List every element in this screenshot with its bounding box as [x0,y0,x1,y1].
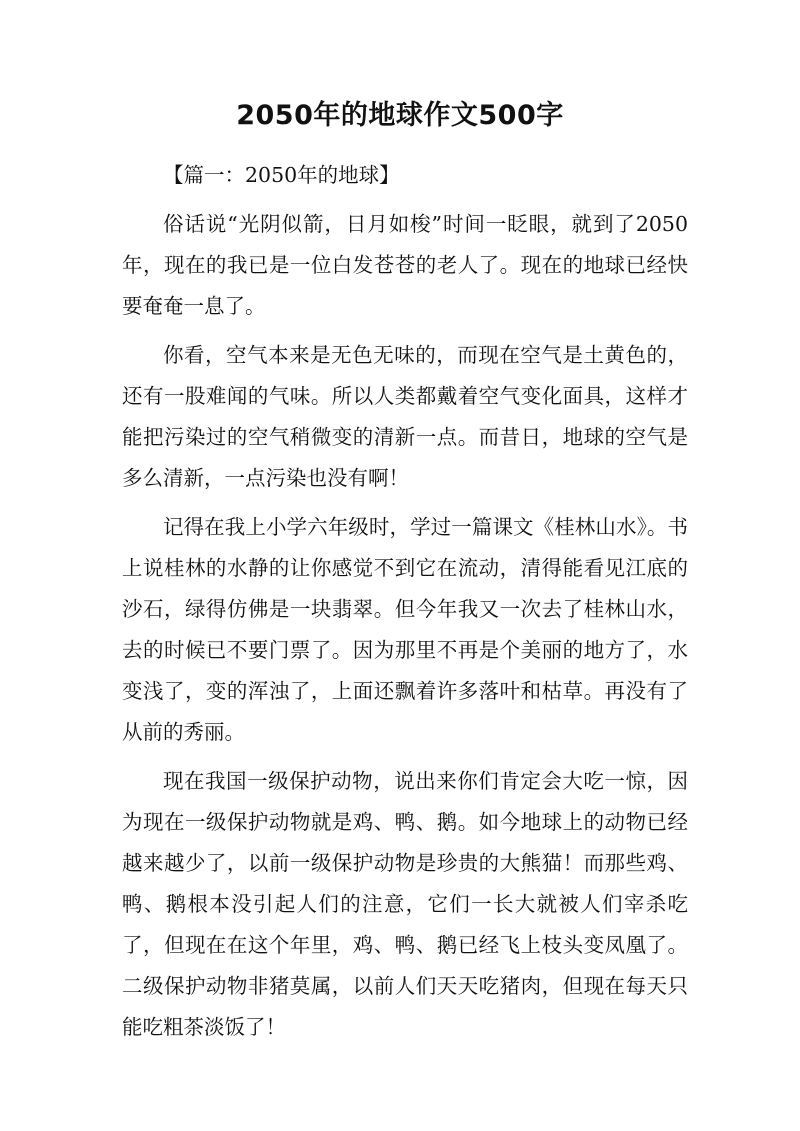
paragraph-1: 俗话说“光阴似箭，日月如梭”时间一眨眼，就到了2050年，现在的我已是一位白发苍苍的老人了。现在的地球已经快要奄奄一息了。 [122,212,688,318]
paragraph-2: 你看，空气本来是无色无味的，而现在空气是土黄色的，还有一股难闻的气味。所以人类都戴着空气变化面具，这样才能把污染过的空气稍微变的清新一点。而昔日，地球的空气是多么清新，一点污染也没有啊！ [122,343,688,490]
paragraph-3: 记得在我上小学六年级时，学过一篇课文《桂林山水》。书上说桂林的水静的让你感觉不到它在流动，清得能看见江底的沙石，绿得仿佛是一块翡翠。但今年我又一次去了桂林山水，去的时候已不要门票了。因为那里不再是个美丽的地方了，水变浅了，变的浑浊了，上面还飘着许多落叶和枯草。再没有了从前的秀丽。 [122,515,688,744]
section-heading: 【篇一：2050年的地球】 [163,163,400,187]
document-title: 2050年的地球作文500字 [236,100,564,131]
document-body [122,155,688,1048]
paragraph-4: 现在我国一级保护动物，说出来你们肯定会大吃一惊，因为现在一级保护动物就是鸡、鸭、鹅。如今地球上的动物已经越来越少了，以前一级保护动物是珍贵的大熊猫！而那些鸡、鸭、鹅根本没引起人们的注意，它们一长大就被人们宰杀吃了，但现在在这个年里，鸡、鸭、鹅已经飞上枝头变凤凰了。二级保护动物非猪莫属，以前人们天天吃猪肉，但现在每天只能吃粗茶淡饭了！ [122,769,688,1039]
